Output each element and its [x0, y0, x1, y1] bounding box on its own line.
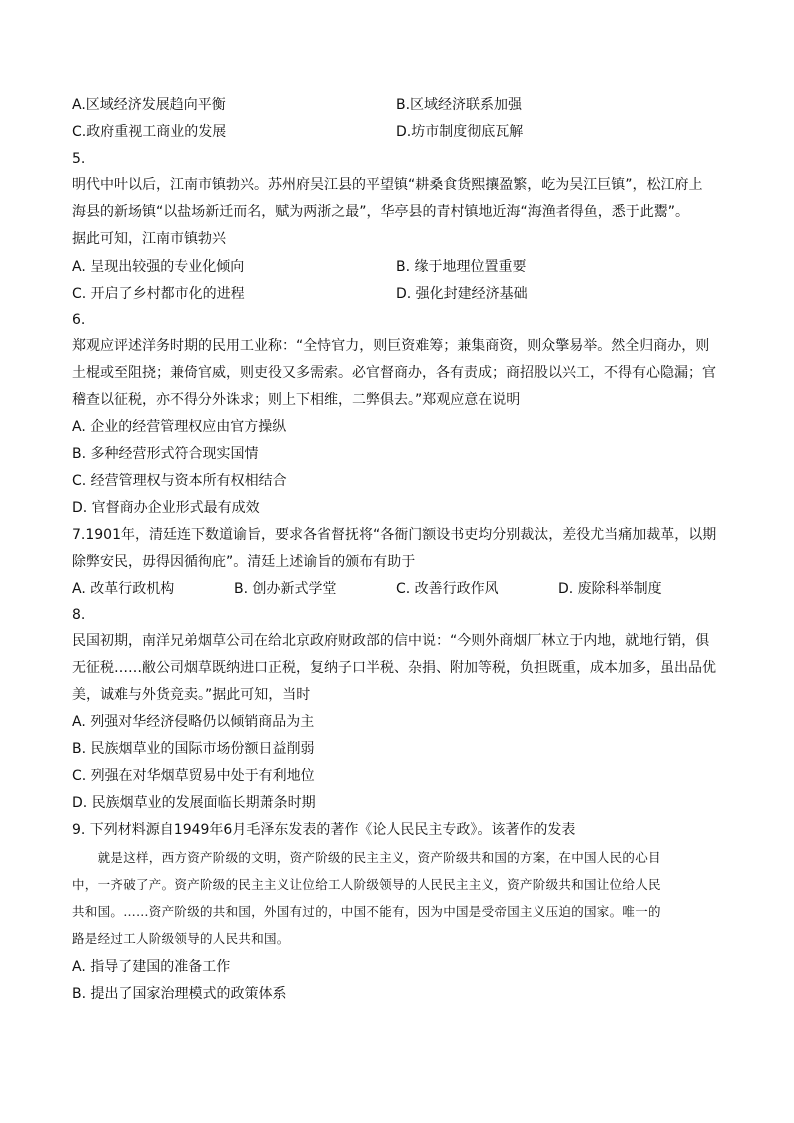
q7-option-b: B. 创办新式学堂 [234, 581, 337, 597]
q4-option-d: D.坊市制度彻底瓦解 [396, 124, 524, 140]
q6-stem-line: 郑观应评述洋务时期的民用工业称：“全恃官力，则巨资难筹；兼集商资，则众擎易举。然全归商办，则 [72, 338, 710, 354]
q8-stem-line: 美，诚难与外货竞卖。”据此可知，当时 [72, 687, 311, 703]
q7-option-a: A. 改革行政机构 [72, 581, 175, 597]
q6-number: 6. [72, 312, 86, 328]
q8-stem-line: 无征税……敝公司烟草既纳进口正税，复纳子口半税、杂捐、附加等税，负担既重，成本加多，虽出品优 [72, 660, 716, 676]
q7-option-c: C. 改善行政作风 [396, 581, 499, 597]
q5-option-c: C. 开启了乡村都市化的进程 [72, 286, 245, 302]
q4-option-b: B.区域经济联系加强 [396, 97, 523, 113]
q6-option-b: B. 多种经营形式符合现实国情 [72, 446, 259, 462]
q5-stem-line: 明代中叶以后，江南市镇勃兴。苏州府吴江县的平望镇“耕桑食货熙攘盈繁，屹为吴江巨镇”，松江府上 [72, 177, 703, 193]
q6-option-d: D. 官督商办企业形式最有成效 [72, 500, 260, 516]
q6-stem-line: 土棍或至阻挠；兼倚官威，则吏役又多需索。必官督商办，各有责成；商招股以兴工，不得有心隐漏；官 [72, 365, 716, 381]
q4-option-a: A.区域经济发展趋向平衡 [72, 97, 226, 113]
q7-option-d: D. 废除科举制度 [558, 581, 662, 597]
q5-option-d: D. 强化封建经济基础 [396, 286, 528, 302]
q6-stem-line: 稽查以征税，亦不得分外诛求；则上下相维，二弊俱去。”郑观应意在说明 [72, 392, 521, 408]
q8-number: 8. [72, 607, 86, 623]
q4-option-c: C.政府重视工商业的发展 [72, 124, 227, 140]
q8-option-a: A. 列强对华经济侵略仍以倾销商品为主 [72, 714, 315, 730]
q9-option-a: A. 指导了建国的准备工作 [72, 959, 231, 975]
q5-stem-line: 据此可知，江南市镇勃兴 [72, 231, 226, 247]
q5-stem-line: 海县的新场镇“以盐场新迁而名，赋为两浙之最”，华亭县的青村镇地近海“海渔者得鱼，悉于此鬻”。 [72, 204, 690, 220]
q8-option-c: C. 列强在对华烟草贸易中处于有利地位 [72, 768, 315, 784]
q9-quote-line: 共和国。……资产阶级的共和国，外国有过的，中国不能有，因为中国是受帝国主义压迫的国家。唯一的 [72, 904, 661, 919]
q9-option-b: B. 提出了国家治理模式的政策体系 [72, 986, 287, 1002]
q5-option-b: B. 缘于地理位置重要 [396, 259, 527, 275]
q9-quote-line: 路是经过工人阶级领导的人民共和国。 [72, 931, 290, 946]
q9-quote-line: 就是这样，西方资产阶级的文明，资产阶级的民主主义，资产阶级共和国的方案，在中国人民的心目 [72, 850, 661, 865]
q8-stem-line: 民国初期，南洋兄弟烟草公司在给北京政府财政部的信中说：“今则外商烟厂林立于内地，就地行销，俱 [72, 633, 710, 649]
q7-stem-line: 7.1901年，清廷连下数道谕旨，要求各省督抚将“各衙门额设书吏均分别裁汰，差役尤当痛加裁革，以期 [72, 527, 717, 543]
q5-number: 5. [72, 151, 86, 167]
q6-option-c: C. 经营管理权与资本所有权相结合 [72, 473, 287, 489]
q7-stem-line: 除弊安民，毋得因循徇庇”。清廷上述谕旨的颁布有助于 [72, 554, 416, 570]
q6-option-a: A. 企业的经营管理权应由官方操纵 [72, 419, 287, 435]
q8-option-d: D. 民族烟草业的发展面临长期萧条时期 [72, 795, 316, 811]
q9-quote-line: 中，一齐破了产。资产阶级的民主主义让位给工人阶级领导的人民民主主义，资产阶级共和国让位给人民 [72, 877, 661, 892]
q5-option-a: A. 呈现出较强的专业化倾向 [72, 259, 245, 275]
q9-stem: 9. 下列材料源自1949年6月毛泽东发表的著作《论人民民主专政》。该著作的发表 [72, 822, 576, 838]
q8-option-b: B. 民族烟草业的国际市场份额日益削弱 [72, 741, 315, 757]
